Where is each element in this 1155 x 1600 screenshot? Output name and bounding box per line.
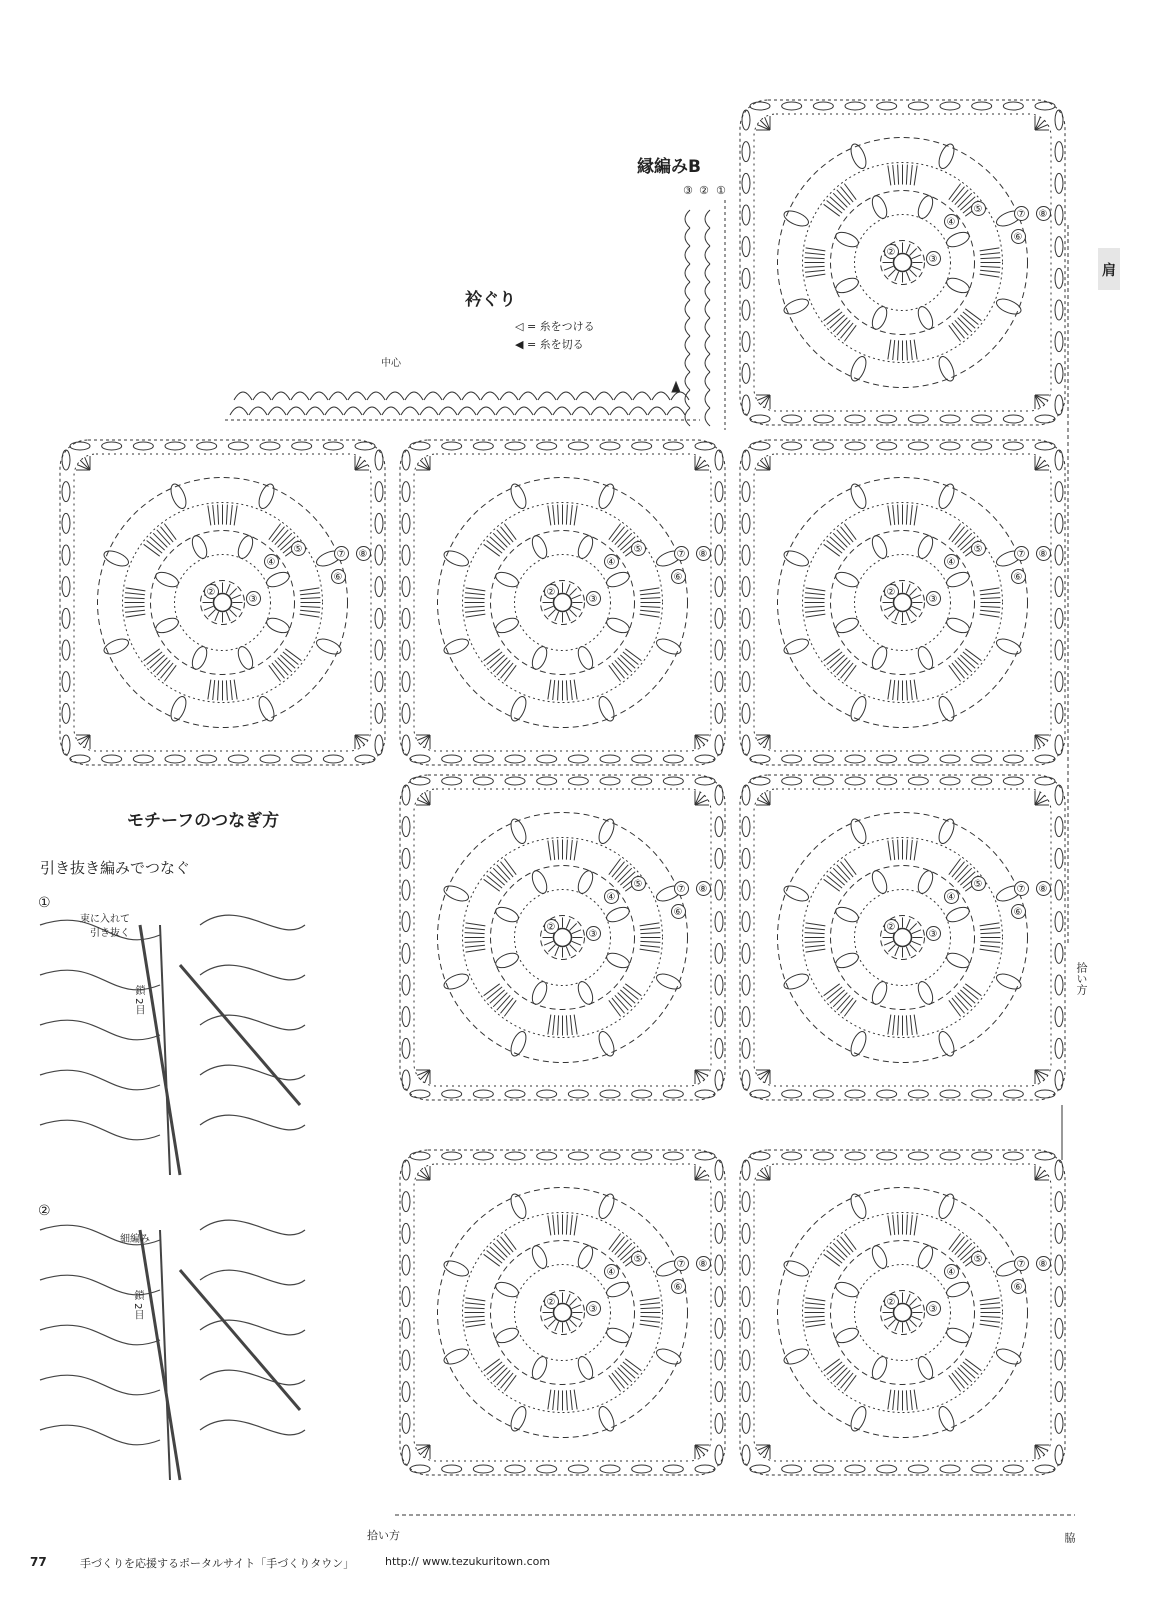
step1-note-line1: 束に入れて <box>80 914 130 925</box>
footer-url: http:// www.tezukuritown.com <box>385 1555 551 1568</box>
step2-chain-label: 鎖 2目 <box>132 1290 143 1320</box>
motif-3-round-7: ⑦ <box>674 546 689 561</box>
footer-site: 手づくりを応援するポータルサイト「手づくりタウン」 <box>80 1557 355 1570</box>
motif-7-round-2: ② <box>544 1294 559 1309</box>
motif-1-round-7: ⑦ <box>1014 206 1029 221</box>
pickup-side-label: 拾い方 <box>1075 962 1088 995</box>
step1-note-line2: 引き抜く <box>90 928 130 939</box>
motif-8-round-8: ⑧ <box>1036 1256 1051 1271</box>
legend-row-attach <box>515 318 595 334</box>
edge-round-3: ③ <box>683 184 693 197</box>
legend-row-cut <box>515 336 584 352</box>
motif-3-round-3: ③ <box>586 591 601 606</box>
motif-2-round-5: ⑤ <box>291 541 306 556</box>
motif-2-round-2: ② <box>204 584 219 599</box>
pickup-bottom-label: 拾い方 <box>367 1529 400 1542</box>
cut-yarn-icon: ◀ <box>515 338 524 351</box>
motif-3-round-4: ④ <box>604 554 619 569</box>
neckline-title: 衿ぐり <box>465 290 516 310</box>
motif-5-round-7: ⑦ <box>674 881 689 896</box>
motif-4-round-5: ⑤ <box>971 541 986 556</box>
motif-1-round-4: ④ <box>944 214 959 229</box>
motif-7-round-4: ④ <box>604 1264 619 1279</box>
motif-7-round-5: ⑤ <box>631 1251 646 1266</box>
motif-3-round-2: ② <box>544 584 559 599</box>
motif-5-round-6: ⑥ <box>671 904 686 919</box>
motif-4-round-4: ④ <box>944 554 959 569</box>
motif-1-round-8: ⑧ <box>1036 206 1051 221</box>
joining-subtitle: 引き抜き編みでつなぐ <box>40 859 191 877</box>
motif-8-round-2: ② <box>884 1294 899 1309</box>
attach-yarn-text: = 糸をつける <box>526 320 595 333</box>
motif-1-round-3: ③ <box>926 251 941 266</box>
motif-4-round-2: ② <box>884 584 899 599</box>
motif-4 <box>740 440 1065 765</box>
motif-6-round-5: ⑤ <box>971 876 986 891</box>
motif-2-round-3: ③ <box>246 591 261 606</box>
motif-8-round-5: ⑤ <box>971 1251 986 1266</box>
motif-6-round-7: ⑦ <box>1014 881 1029 896</box>
motif-7 <box>400 1150 725 1475</box>
motif-7-round-8: ⑧ <box>696 1256 711 1271</box>
motif-8-round-6: ⑥ <box>1011 1279 1026 1294</box>
center-label: 中心 <box>381 358 401 369</box>
edge-round-1: ① <box>716 184 726 197</box>
motif-3-round-8: ⑧ <box>696 546 711 561</box>
motif-6 <box>740 775 1065 1100</box>
motif-2-round-4: ④ <box>264 554 279 569</box>
step1-number: ① <box>38 895 51 911</box>
motif-6-round-6: ⑥ <box>1011 904 1026 919</box>
side-seam-label: 脇 <box>1063 1532 1076 1543</box>
motif-7-round-6: ⑥ <box>671 1279 686 1294</box>
attach-yarn-icon: ◁ <box>515 320 524 333</box>
motif-5-round-8: ⑧ <box>696 881 711 896</box>
motif-4-round-7: ⑦ <box>1014 546 1029 561</box>
motif-5-round-5: ⑤ <box>631 876 646 891</box>
motif-3-round-5: ⑤ <box>631 541 646 556</box>
motif-1-round-2: ② <box>884 244 899 259</box>
motif-6-round-8: ⑧ <box>1036 881 1051 896</box>
motif-6-round-2: ② <box>884 919 899 934</box>
motif-4-round-3: ③ <box>926 591 941 606</box>
motif-3-round-6: ⑥ <box>671 569 686 584</box>
shoulder-label: 肩 <box>1102 263 1116 279</box>
motif-5-round-4: ④ <box>604 889 619 904</box>
step1-chain-label: 鎖 2目 <box>133 985 144 1015</box>
motif-1-round-6: ⑥ <box>1011 229 1026 244</box>
step2-number: ② <box>38 1203 51 1219</box>
motif-8-round-4: ④ <box>944 1264 959 1279</box>
cut-yarn-text: = 糸を切る <box>526 338 584 351</box>
motif-7-round-7: ⑦ <box>674 1256 689 1271</box>
motif-3 <box>400 440 725 765</box>
joining-step1-illustration <box>40 915 305 1175</box>
motif-8-round-3: ③ <box>926 1301 941 1316</box>
step2-note: 細編み <box>120 1234 150 1245</box>
motif-4-round-8: ⑧ <box>1036 546 1051 561</box>
motif-7-round-3: ③ <box>586 1301 601 1316</box>
motif-2-round-8: ⑧ <box>356 546 371 561</box>
motif-5-round-3: ③ <box>586 926 601 941</box>
joining-title: モチーフのつなぎ方 <box>127 811 280 831</box>
motif-8 <box>740 1150 1065 1475</box>
motif-5-round-2: ② <box>544 919 559 934</box>
motif-2-round-6: ⑥ <box>331 569 346 584</box>
motif-5 <box>400 775 725 1100</box>
edge-round-2: ② <box>699 184 709 197</box>
motif-2 <box>60 440 385 765</box>
motif-2-round-7: ⑦ <box>334 546 349 561</box>
edge-bands <box>225 200 1075 1515</box>
motif-6-round-3: ③ <box>926 926 941 941</box>
motif-8-round-7: ⑦ <box>1014 1256 1029 1271</box>
page-number: 77 <box>30 1555 47 1569</box>
motif-4-round-6: ⑥ <box>1011 569 1026 584</box>
motif-6-round-4: ④ <box>944 889 959 904</box>
joining-step2-illustration <box>40 1220 305 1480</box>
motif-1-round-5: ⑤ <box>971 201 986 216</box>
motif-1 <box>740 100 1065 425</box>
edge-title: 縁編みB <box>637 157 701 177</box>
